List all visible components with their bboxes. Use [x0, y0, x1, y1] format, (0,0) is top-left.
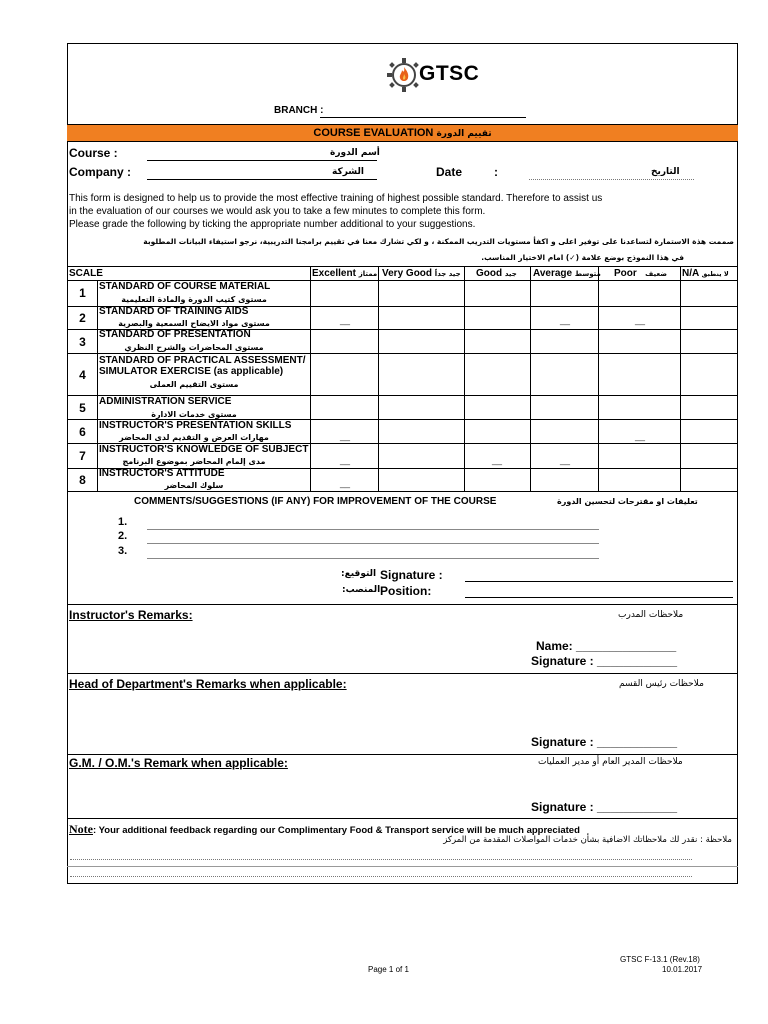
row-1-number: 1 [79, 286, 86, 300]
comment-number-2: 2. [118, 530, 128, 542]
intro-line-3: Please grade the following by ticking the appropriate number additional to your suggestions. [69, 219, 476, 230]
company-label: Company : [69, 165, 132, 179]
instructor-remarks-title-ar: ملاحظات المدرب [618, 610, 684, 620]
note-text-ar: ملاحظة : نقدر لك ملاحظاتك الاضافية بشأن خدمات المواصلات المقدمة من المركز [443, 835, 732, 845]
header-na: N/A لا ينطبق [682, 268, 729, 279]
signature-label-ar: التوقيع: [341, 569, 377, 579]
company-label-ar: الشركة [332, 167, 364, 177]
row-8-number: 8 [79, 473, 86, 487]
comments-title: COMMENTS/SUGGESTIONS (IF ANY) FOR IMPROVEMENT OF THE COURSE [134, 496, 497, 507]
comments-title-ar: تعليقات او مقترحات لتحسين الدورة [557, 497, 698, 506]
row-8-criterion: INSTRUCTOR'S ATTITUDE سلوك المحاضر [99, 468, 225, 490]
row-5-number: 5 [79, 401, 86, 415]
header-very-good: Very Good جيد جداً [382, 268, 461, 279]
branch-field[interactable] [320, 117, 526, 118]
signature-field[interactable] [465, 581, 733, 582]
instructor-name-label: Name: _______________ [536, 639, 677, 653]
branch-label: BRANCH : [274, 105, 324, 116]
course-label: Course : [69, 146, 118, 160]
hod-remarks-title-ar: ملاحظات رئيس القسم [619, 679, 704, 689]
date-colon: : [494, 165, 498, 179]
comment-number-3: 3. [118, 545, 128, 557]
date-label-ar: التاريخ [651, 167, 680, 177]
cell-mark: __ [340, 478, 351, 488]
poor-rating-column[interactable] [599, 281, 680, 491]
intro-paragraph-ar [69, 234, 734, 266]
row-3-number: 3 [79, 335, 86, 349]
intro-line-1: This form is designed to help us to provide the most effective training of highest possible standard. Therefore to assist us [69, 193, 603, 204]
note-text: : Your additional feedback regarding our Complimentary Food & Transport service will be much appreciated [93, 825, 580, 836]
cell-mark: __ [340, 431, 351, 441]
note-label: Note [69, 822, 93, 836]
date-label: Date [436, 165, 463, 179]
header-poor: Poor ضعيف [614, 268, 668, 279]
instructor-signature-label: Signature : ____________ [531, 654, 678, 668]
intro-paragraph [69, 192, 734, 231]
position-label: Position: [380, 584, 432, 598]
na-rating-column[interactable] [681, 281, 738, 491]
comment-line-2[interactable] [147, 543, 599, 544]
banner-title-en: COURSE EVALUATION [313, 127, 434, 139]
course-field[interactable] [147, 160, 377, 161]
gm-remarks-title: G.M. / O.M.'s Remark when applicable: [69, 756, 288, 770]
page-number: Page 1 of 1 [368, 965, 409, 974]
note-field-2[interactable] [70, 876, 692, 877]
row-2-criterion: STANDARD OF TRAINING AIDS مستوى مواد الايضاح السمعية والبصرية [99, 306, 270, 328]
comment-number-1: 1. [118, 516, 128, 528]
very-good-rating-column[interactable] [379, 281, 464, 491]
doc-code: GTSC F-13.1 (Rev.18) [620, 955, 700, 964]
row-6-number: 6 [79, 425, 86, 439]
intro-ar-2: في هذا النموذج بوضع علامة (✓) امام الاختيار المناسب. [481, 253, 684, 262]
signature-label: Signature : [380, 568, 443, 582]
banner-title-ar: تقييم الدورة [436, 129, 492, 139]
course-evaluation-banner [67, 124, 738, 142]
cell-mark: __ [560, 455, 571, 465]
hod-remarks-title: Head of Department's Remarks when applicable: [69, 677, 347, 691]
gm-remarks-title-ar: ملاحظات المدير العام أو مدير العمليات [538, 757, 683, 767]
row-1-criterion: STANDARD OF COURSE MATERIAL مستوى كتيب الدورة والمادة التعليمية [99, 281, 271, 304]
gm-signature-label: Signature : ____________ [531, 800, 678, 814]
logo-text: GTSC [419, 62, 480, 85]
cell-mark: __ [635, 315, 646, 325]
position-label-ar: المنصب: [342, 585, 381, 595]
header-excellent: Excellent ممتاز [312, 268, 378, 279]
gear-flame-logo-icon [384, 57, 424, 93]
hod-signature-label: Signature : ____________ [531, 735, 678, 749]
course-label-ar: أسم الدورة [330, 148, 380, 158]
company-field[interactable] [147, 179, 377, 180]
header-average: Average متوسط [533, 268, 601, 279]
cell-mark: __ [492, 455, 503, 465]
row-2-number: 2 [79, 311, 86, 325]
intro-line-2: in the evaluation of our courses we would ask you to take a few minutes to complete this form. [69, 206, 486, 217]
intro-ar-1: صممت هذة الاستمارة لتساعدنا على توفير اعلى و اكفأ مستويات التدريب الممكنة ، و لكي تشارك معنا في تقييم برامجنا التدريبية، نرجو استيفاء البيانات المطلوبة [143, 237, 734, 246]
row-4-criterion: STANDARD OF PRACTICAL ASSESSMENT/ SIMULATOR EXERCISE (as applicable) مستوى التقييم العملى [99, 355, 306, 389]
comment-line-3[interactable] [147, 558, 599, 559]
row-6-criterion: INSTRUCTOR'S PRESENTATION SKILLS مهارات العرض و التقديم لدى المحاضر [99, 420, 292, 442]
row-7-criterion: INSTRUCTOR'S KNOWLEDGE OF SUBJECT مدى إلمام المحاضر بموضوع البرنامج [99, 444, 309, 466]
comment-line-1[interactable] [147, 529, 599, 530]
header-good: Good جيد [476, 268, 517, 279]
instructor-remarks-title: Instructor's Remarks: [69, 608, 193, 622]
position-field[interactable] [465, 597, 733, 598]
cell-mark: __ [340, 315, 351, 325]
cell-mark: __ [635, 431, 646, 441]
note-field-1[interactable] [70, 859, 692, 860]
date-field[interactable] [529, 179, 694, 180]
scale-header: SCALE [69, 268, 103, 279]
cell-mark: __ [340, 455, 351, 465]
doc-date: 10.01.2017 [662, 965, 703, 974]
row-4-number: 4 [79, 368, 86, 382]
row-7-number: 7 [79, 449, 86, 463]
row-5-criterion: ADMINISTRATION SERVICE مستوى خدمات الادارة [99, 396, 237, 419]
cell-mark: __ [560, 315, 571, 325]
row-3-criterion: STANDARD OF PRESENTATION مستوى المحاضرات والشرح النظري [99, 329, 264, 352]
